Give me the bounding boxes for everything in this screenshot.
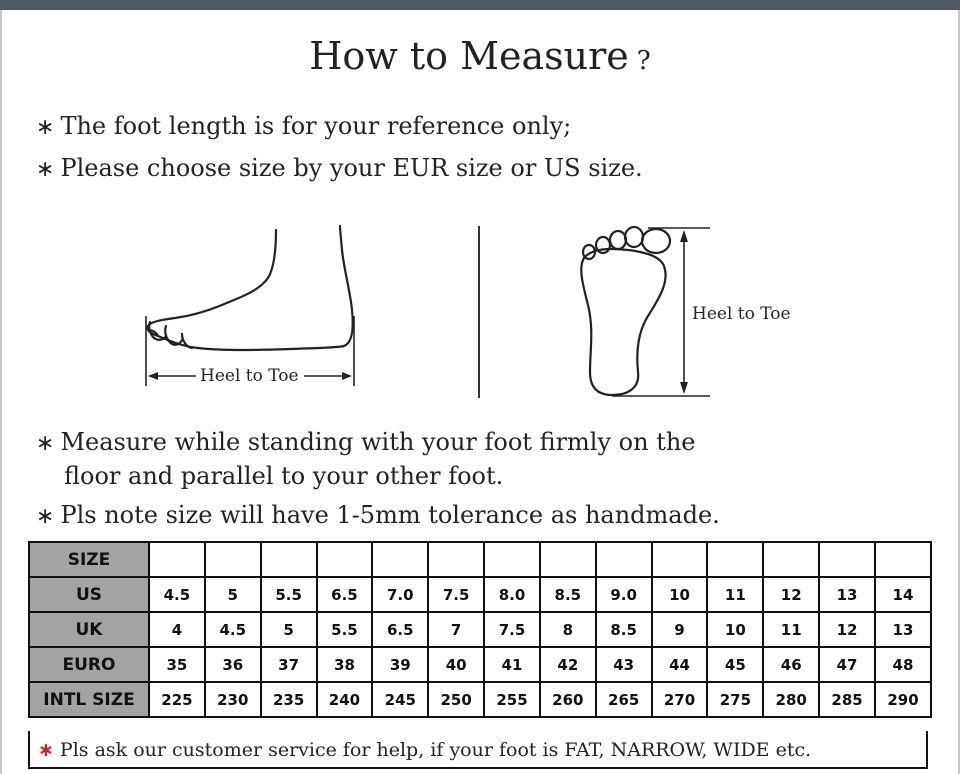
- table-cell: 255: [484, 682, 540, 717]
- table-cell: 46: [763, 647, 819, 682]
- table-cell: 8.0: [484, 577, 540, 612]
- note-standing-line2: floor and parallel to your other foot.: [64, 462, 504, 490]
- table-cell: 4: [149, 612, 205, 647]
- table-cell: 9: [652, 612, 708, 647]
- note-standing-line1: Measure while standing with your foot firmly on the: [60, 428, 696, 456]
- table-cell: [707, 542, 763, 577]
- row-header: EURO: [29, 647, 149, 682]
- table-cell: [540, 542, 596, 577]
- table-cell: 275: [707, 682, 763, 717]
- table-cell: 11: [707, 577, 763, 612]
- table-cell: 47: [819, 647, 875, 682]
- table-cell: 37: [261, 647, 317, 682]
- title-text: How to Measure: [309, 34, 629, 78]
- table-cell: [875, 542, 931, 577]
- table-cell: 7.0: [372, 577, 428, 612]
- table-cell: 290: [875, 682, 931, 717]
- top-foot-outline: [581, 227, 670, 395]
- table-cell: 12: [763, 577, 819, 612]
- red-star-icon: ∗: [38, 739, 54, 761]
- table-row: [29, 542, 931, 577]
- diagram-divider: [478, 226, 480, 398]
- table-row: [29, 647, 931, 682]
- table-cell: 43: [596, 647, 652, 682]
- table-cell: 36: [205, 647, 261, 682]
- table-cell: 40: [428, 647, 484, 682]
- table-cell: [596, 542, 652, 577]
- table-cell: 230: [205, 682, 261, 717]
- table-cell: 44: [652, 647, 708, 682]
- table-cell: [652, 542, 708, 577]
- table-cell: 245: [372, 682, 428, 717]
- table-cell: [428, 542, 484, 577]
- table-cell: 6.5: [317, 577, 373, 612]
- table-cell: [149, 542, 205, 577]
- table-cell: 5.5: [317, 612, 373, 647]
- bullet-star-icon: ∗: [36, 504, 55, 529]
- table-cell: 5: [205, 577, 261, 612]
- table-cell: 235: [261, 682, 317, 717]
- note-tolerance-text: Pls note size will have 1-5mm tolerance as handmade.: [60, 501, 720, 529]
- table-cell: [763, 542, 819, 577]
- table-cell: 4.5: [205, 612, 261, 647]
- note-tolerance: [36, 501, 720, 529]
- table-cell: [317, 542, 373, 577]
- row-header: US: [29, 577, 149, 612]
- note-reference-text: The foot length is for your reference only;: [60, 112, 572, 140]
- table-cell: 270: [652, 682, 708, 717]
- table-cell: 4.5: [149, 577, 205, 612]
- table-cell: 41: [484, 647, 540, 682]
- top-view-label: Heel to Toe: [692, 304, 791, 324]
- table-cell: 42: [540, 647, 596, 682]
- table-cell: 285: [819, 682, 875, 717]
- bullet-star-icon: ∗: [36, 115, 55, 140]
- table-cell: 38: [317, 647, 373, 682]
- table-cell: 225: [149, 682, 205, 717]
- table-cell: [372, 542, 428, 577]
- table-cell: 10: [652, 577, 708, 612]
- note-choose-size-text: Please choose size by your EUR size or US size.: [60, 154, 643, 182]
- title-question-mark: ?: [636, 46, 651, 76]
- table-cell: 280: [763, 682, 819, 717]
- table-cell: 5.5: [261, 577, 317, 612]
- table-cell: [261, 542, 317, 577]
- table-cell: 260: [540, 682, 596, 717]
- footer-note: [28, 731, 928, 769]
- table-cell: 8.5: [596, 612, 652, 647]
- row-header: INTL SIZE: [29, 682, 149, 717]
- table-cell: 5: [261, 612, 317, 647]
- row-header: UK: [29, 612, 149, 647]
- table-cell: 14: [875, 577, 931, 612]
- note-standing: [36, 426, 696, 492]
- table-row: [29, 682, 931, 717]
- bullet-star-icon: ∗: [36, 431, 55, 456]
- row-header: SIZE: [29, 542, 149, 577]
- table-cell: [819, 542, 875, 577]
- table-cell: 13: [875, 612, 931, 647]
- table-cell: 39: [372, 647, 428, 682]
- table-cell: 7.5: [428, 577, 484, 612]
- table-cell: 10: [707, 612, 763, 647]
- table-cell: 7.5: [484, 612, 540, 647]
- footer-note-text: Pls ask our customer service for help, if your foot is FAT, NARROW, WIDE etc.: [59, 739, 812, 761]
- table-cell: 8: [540, 612, 596, 647]
- table-cell: 8.5: [540, 577, 596, 612]
- bullet-star-icon: ∗: [36, 157, 55, 182]
- table-cell: 6.5: [372, 612, 428, 647]
- table-cell: 35: [149, 647, 205, 682]
- table-cell: 11: [763, 612, 819, 647]
- size-chart-table: [28, 541, 932, 718]
- table-cell: 12: [819, 612, 875, 647]
- table-cell: [484, 542, 540, 577]
- table-cell: 265: [596, 682, 652, 717]
- table-cell: 240: [317, 682, 373, 717]
- table-cell: 13: [819, 577, 875, 612]
- table-cell: 48: [875, 647, 931, 682]
- side-view-label: Heel to Toe: [200, 366, 299, 386]
- table-row: [29, 577, 931, 612]
- table-cell: [205, 542, 261, 577]
- table-cell: 45: [707, 647, 763, 682]
- table-row: [29, 612, 931, 647]
- table-cell: 250: [428, 682, 484, 717]
- table-cell: 7: [428, 612, 484, 647]
- side-foot-outline: [148, 226, 353, 350]
- table-cell: 9.0: [596, 577, 652, 612]
